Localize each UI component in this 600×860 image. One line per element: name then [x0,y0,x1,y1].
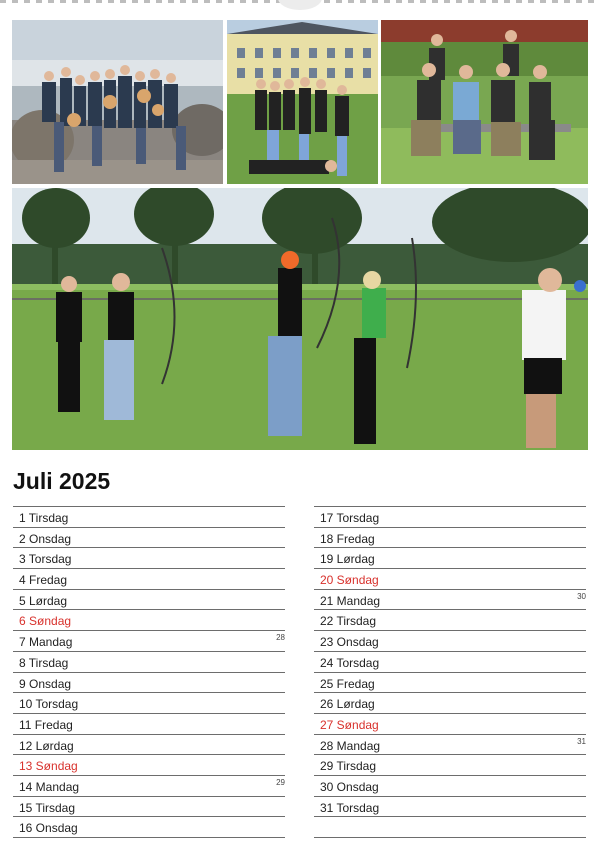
day-row [13,754,285,775]
day-label: 3 Torsdag [19,552,72,567]
day-label: 7 Mandag [19,635,73,650]
day-label: 21 Mandag [320,593,381,608]
day-label: 29 Tirsdag [320,759,377,774]
day-label: 31 Torsdag [320,800,380,815]
day-row [13,775,285,796]
day-row [314,754,586,775]
day-label: 9 Onsdag [19,676,72,691]
week-number: 31 [577,736,586,746]
day-row [13,609,285,630]
day-label: 8 Tirsdag [19,655,69,670]
day-label: 11 Fredag [19,717,73,732]
day-row [314,609,586,630]
day-label: 10 Torsdag [19,697,79,712]
day-label: 4 Fredag [19,573,68,588]
day-label: 17 Torsdag [320,511,380,525]
day-row [13,630,285,651]
day-row [13,589,285,610]
day-row [13,713,285,734]
day-label: 12 Lørdag [19,738,74,753]
day-row [314,775,586,796]
week-number: 28 [276,633,285,643]
day-row [314,796,586,817]
day-label-sunday: 20 Søndag [320,573,379,588]
day-label-sunday: 6 Søndag [19,614,72,629]
day-label: 2 Onsdag [19,531,72,546]
day-row [314,713,586,734]
calendar-binding [0,0,600,10]
day-row [314,734,586,755]
day-row [13,796,285,817]
day-row [314,651,586,672]
day-label: 5 Lørdag [19,593,68,608]
day-row [314,589,586,610]
day-row [314,568,586,589]
day-row [13,547,285,568]
day-row [13,651,285,672]
day-row [314,527,586,548]
photo-group-lakeside [12,20,223,184]
column-end-rule [314,837,586,838]
hanger-hole [278,0,322,10]
day-row [13,734,285,755]
day-label: 19 Lørdag [320,552,375,567]
day-label: 24 Torsdag [320,655,380,670]
day-label: 25 Fredag [320,676,375,691]
photo-group-building [227,20,378,184]
day-label: 18 Fredag [320,531,375,546]
week-number: 29 [276,777,285,787]
day-row [13,692,285,713]
day-label: 16 Onsdag [19,821,78,836]
week-number: 30 [577,591,586,601]
day-label-sunday: 13 Søndag [19,759,78,774]
day-label: 30 Onsdag [320,779,379,794]
day-row [13,672,285,693]
day-label: 22 Tirsdag [320,614,377,629]
day-label-sunday: 27 Søndag [320,717,379,732]
day-list-left [13,506,285,838]
day-row [314,672,586,693]
day-row [13,816,285,837]
day-label: 15 Tirsdag [19,800,76,815]
day-label: 14 Mandag [19,779,80,794]
day-row [314,816,586,837]
day-label: 1 Tirsdag [19,511,69,525]
day-row [314,506,586,527]
day-row [314,692,586,713]
day-row [13,506,285,527]
day-label: 28 Mandag [320,738,381,753]
photo-archery-field [12,188,588,450]
day-label: 23 Onsdag [320,635,379,650]
day-row [13,527,285,548]
day-row [314,630,586,651]
day-row [13,568,285,589]
photo-group-bench [381,20,588,184]
day-row [314,547,586,568]
day-list-right [314,506,586,838]
day-label: 26 Lørdag [320,697,375,712]
column-end-rule [13,837,285,838]
month-title: Juli 2025 [13,468,111,494]
